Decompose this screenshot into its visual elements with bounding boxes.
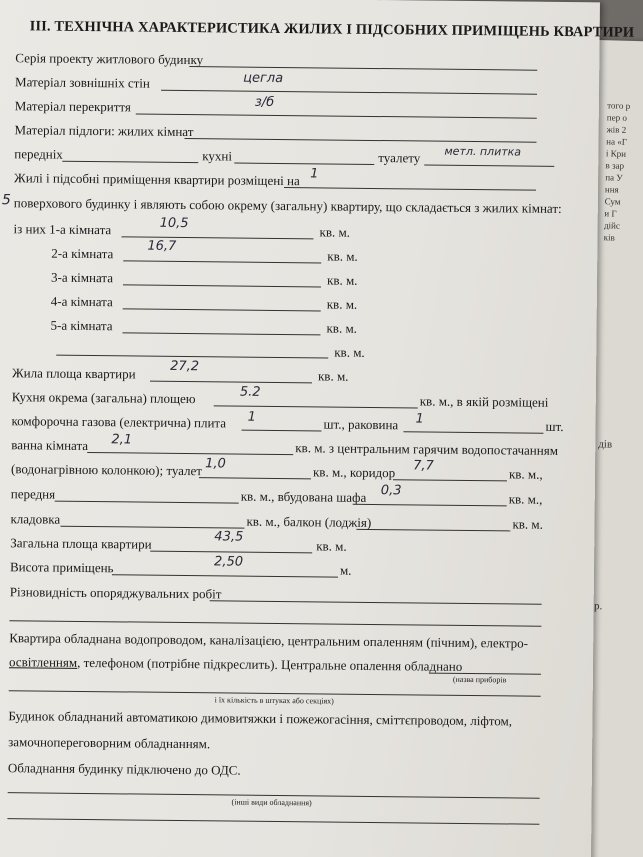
back-sheet-text: и Г — [604, 208, 617, 219]
back-sheet-text: ків — [603, 232, 615, 243]
field-hall — [62, 161, 198, 163]
field-bathroom — [87, 452, 293, 455]
field-sink — [403, 431, 543, 433]
label-balcony-unit: кв. м. — [512, 516, 544, 532]
label-heater-mid: кв. м., коридор — [312, 464, 396, 481]
field-floors — [136, 113, 537, 118]
label-total-area: Загальна площа квартири — [10, 535, 152, 552]
handwritten-height: 2,50 — [214, 554, 244, 570]
field-kitchen — [234, 163, 374, 165]
label-stove: комфорочна газова (електрична) плита — [11, 413, 227, 431]
field-finishing-cont — [9, 620, 541, 627]
field-balcony — [356, 529, 510, 532]
hint-sections: і їх кількість в штуках або секціях) — [214, 695, 334, 706]
field-toilet — [424, 165, 554, 167]
field-floor-number — [284, 187, 536, 191]
field-pantry — [60, 526, 244, 529]
handwritten-room-1: 10,5 — [159, 215, 189, 232]
text-equipped-1: Квартира обладнана водопроводом, каналізацією, центральним опаленням (пічним), електро- — [9, 630, 529, 651]
back-sheet-text: па У — [605, 172, 623, 183]
field-walls — [161, 90, 537, 95]
handwritten-floors: з/б — [254, 94, 275, 110]
label-floors: Матеріал перекриття — [14, 98, 132, 115]
label-toilet: туалету — [378, 150, 421, 166]
field-room-4 — [123, 308, 321, 311]
field-room-3 — [123, 284, 321, 287]
label-room-4-unit: кв. м. — [326, 296, 358, 312]
label-room-2-unit: кв. м. — [327, 248, 358, 264]
label-hall: передніх — [14, 146, 63, 162]
section-title: III. ТЕХНІЧНА ХАРАКТЕРИСТИКА ЖИЛИХ І ПІДСОБНИХ ПРИМІЩЕНЬ КВАРТИРИ — [29, 18, 635, 41]
back-sheet-text: дів — [598, 438, 613, 451]
label-room-5: 5-а кімната — [50, 317, 113, 334]
label-pantry: кладовка — [10, 511, 61, 527]
handwritten-bathroom: 2,1 — [111, 432, 133, 448]
field-total-area — [150, 551, 312, 554]
label-living-area-unit: кв. м. — [317, 368, 349, 384]
back-sheet-text: того р — [607, 100, 631, 111]
handwritten-toilet-floor: метл. плитка — [444, 144, 522, 159]
label-entrance: передня — [10, 486, 56, 502]
label-kitchen: кухні — [202, 148, 233, 164]
label-bathroom-tail: кв. м. з центральним гарячим водопостачанням — [295, 440, 559, 458]
label-series: Серія проекту житлового будинку — [15, 50, 204, 68]
back-sheet-text: і Кри — [605, 148, 627, 159]
text-automation-2: замочнопереговорним обладнанням. — [8, 734, 211, 752]
label-storey: поверхового будинку і являють собою окрему (загальну) квартиру, що складається з жилих кімнат: — [13, 195, 562, 216]
field-wardrobe — [353, 504, 507, 507]
label-total-area-unit: кв. м. — [316, 538, 347, 554]
label-finishing: Різновидність опоряджувальних робіт — [9, 584, 222, 602]
handwritten-kitchen-area: 5.2 — [239, 384, 261, 400]
label-heater: (водонагрівною колонкою); туалет — [10, 461, 203, 479]
back-sheet-text: на «Г — [606, 136, 628, 147]
label-room-3: 3-а кімната — [50, 269, 114, 286]
label-height-unit: м. — [339, 562, 352, 578]
handwritten-wardrobe: 0,3 — [380, 483, 402, 499]
back-sheet-text: в зар — [605, 160, 625, 171]
text-ods: Обладнання будинку підключено до ОДС. — [7, 760, 241, 778]
field-other-equipment-cont — [7, 818, 539, 825]
label-located-on: Жилі і підсобні приміщення квартири розміщені на — [14, 170, 300, 189]
handwritten-stove: 1 — [247, 409, 256, 425]
label-room-1-unit: кв. м. — [319, 224, 351, 240]
field-entrance — [55, 501, 239, 504]
label-balcony: кв. м., балкон (лоджія) — [246, 513, 372, 530]
field-stove — [241, 430, 321, 432]
text-automation-1: Будинок обладнаний автоматикою димовитяжки і пожежогасіння, сміттєпроводом, ліфтом, — [8, 708, 513, 729]
handwritten-storeys: 5 — [1, 192, 11, 209]
field-corridor — [393, 479, 507, 481]
field-floor-material — [185, 138, 537, 143]
field-toilet-area — [199, 477, 311, 479]
handwritten-sink: 1 — [415, 411, 424, 427]
handwritten-total-area: 43,5 — [214, 529, 244, 545]
back-sheet-text: р. — [593, 600, 603, 613]
handwritten-floor-number: 1 — [310, 166, 319, 182]
field-room-2 — [123, 260, 321, 263]
label-kitchen-area-tail: кв. м., в якій розміщені — [419, 393, 549, 410]
label-kitchen-area: Кухня окрема (загальна) площею — [11, 389, 196, 407]
handwritten-walls: цегла — [243, 70, 284, 87]
equipped-lighting: освітленням — [8, 654, 78, 670]
equipped-phone: , телефоном (потрібне підкреслить). Центральне опалення обладнано — [77, 654, 463, 674]
handwritten-corridor: 7,7 — [413, 458, 434, 474]
field-finishing — [210, 600, 542, 604]
handwritten-room-2: 16,7 — [147, 238, 177, 254]
field-height — [112, 574, 338, 577]
label-room-extra-unit: кв. м. — [334, 344, 365, 360]
label-walls: Матеріал зовнішніх стін — [15, 74, 150, 91]
label-room-5-unit: кв. м. — [326, 320, 358, 336]
handwritten-toilet-area: 1,0 — [205, 456, 226, 472]
hint-other-equipment: (інші види обладнання) — [231, 797, 312, 808]
label-room-3-unit: кв. м. — [326, 272, 358, 288]
field-living-area — [150, 381, 312, 384]
field-kitchen-area — [214, 405, 418, 408]
field-room-5 — [122, 332, 320, 335]
back-sheet-text: жів 2 — [606, 124, 627, 135]
label-bathroom: ванна кімната — [11, 437, 89, 454]
handwritten-living-area: 27,2 — [170, 358, 200, 375]
back-sheet-text: Сум — [604, 196, 621, 207]
label-pcs: шт. — [545, 418, 564, 434]
label-room-2: 2-а кімната — [51, 245, 114, 262]
back-sheet-text: пер о — [606, 112, 628, 123]
label-height: Висота приміщень — [9, 559, 114, 576]
label-living-area: Жила площа квартири — [11, 365, 136, 382]
text-equipped-2 — [9, 654, 462, 675]
label-room-1: із них 1-а кімната — [13, 221, 112, 238]
back-sheet-text: дійс — [603, 220, 621, 231]
field-room-extra — [56, 355, 328, 359]
label-room-4: 4-а кімната — [50, 293, 113, 310]
label-pcs-sink: шт., раковина — [323, 416, 399, 433]
label-wardrobe: кв. м., вбудована шафа — [240, 488, 367, 505]
label-corridor-unit: кв. м., — [508, 466, 543, 482]
hint-devices: (назва приборів — [452, 674, 507, 685]
label-wardrobe-unit: кв. м., — [508, 491, 543, 507]
label-floor-material: Матеріал підлоги: жилих кімнат — [14, 122, 194, 140]
field-series — [189, 66, 537, 71]
back-sheet-text: ння — [604, 184, 619, 195]
